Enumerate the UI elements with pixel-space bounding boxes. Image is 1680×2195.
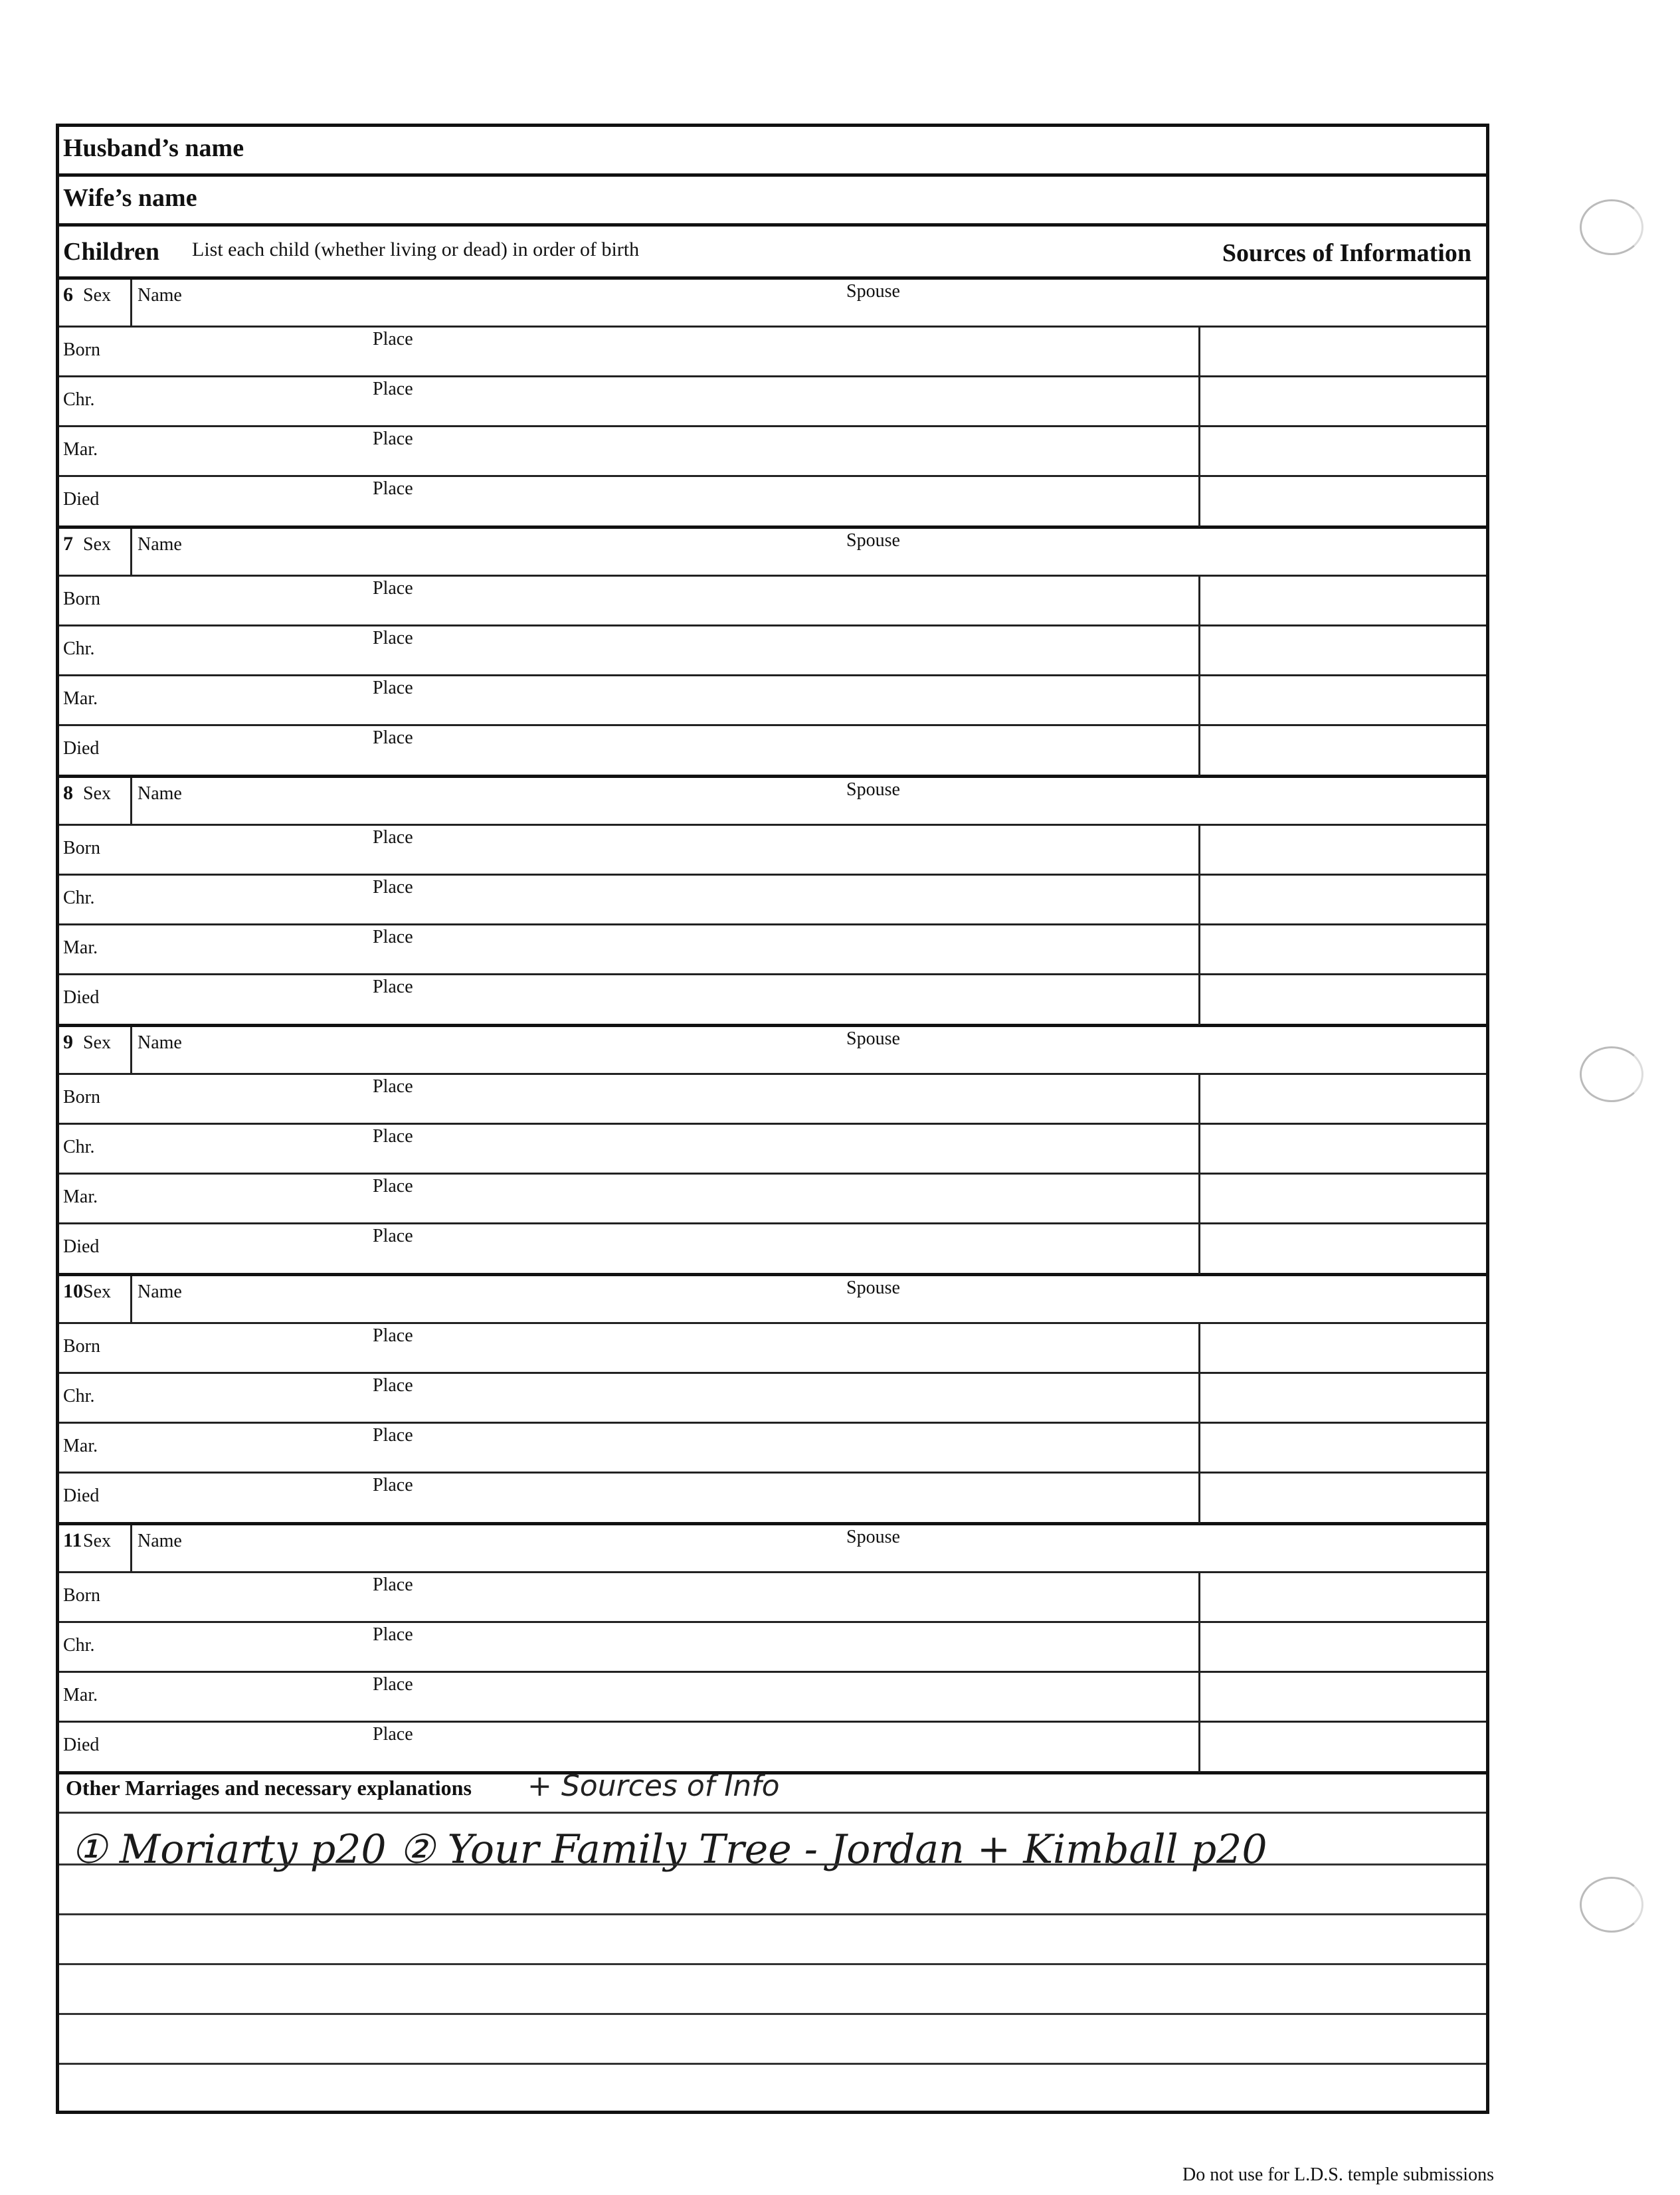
place-label: Place <box>373 1475 413 1495</box>
source-cell[interactable] <box>1198 1224 1486 1274</box>
source-cell[interactable] <box>1198 377 1486 425</box>
event-label: Mar. <box>63 688 98 709</box>
event-row[interactable] <box>59 676 1486 726</box>
footer-note: Do not use for L.D.S. temple submissions <box>1182 2164 1494 2185</box>
event-label: Mar. <box>63 1187 98 1207</box>
place-label: Place <box>373 1425 413 1446</box>
event-label: Died <box>63 1485 100 1506</box>
handwritten-sources-line: ① Moriarty p20 ② Your Family Tree - Jordan + Kimball p20 <box>71 1826 1267 1873</box>
sources-label: Sources of Information <box>1222 239 1471 267</box>
sex-label: Sex <box>83 1531 111 1551</box>
source-cell[interactable] <box>1198 1673 1486 1721</box>
place-label: Place <box>373 1126 413 1147</box>
place-label: Place <box>373 727 413 748</box>
place-label: Place <box>373 1575 413 1595</box>
event-label: Mar. <box>63 1685 98 1705</box>
writing-line[interactable] <box>59 2063 1486 2065</box>
child-name-row[interactable] <box>59 778 1486 826</box>
name-label: Name <box>138 783 182 804</box>
spouse-label: Spouse <box>846 779 900 800</box>
source-cell[interactable] <box>1198 328 1486 375</box>
sex-label: Sex <box>83 1032 111 1053</box>
source-cell[interactable] <box>1198 1075 1486 1123</box>
event-row[interactable] <box>59 925 1486 975</box>
source-cell[interactable] <box>1198 1474 1486 1523</box>
child-number: 10 <box>63 1280 83 1302</box>
punch-hole-top <box>1580 199 1643 255</box>
name-label: Name <box>138 1032 182 1053</box>
place-label: Place <box>373 1325 413 1346</box>
other-marriages-section <box>59 1768 1486 2111</box>
child-block <box>59 778 1486 1027</box>
event-row[interactable] <box>59 876 1486 925</box>
event-label: Chr. <box>63 1137 95 1157</box>
event-label: Born <box>63 339 100 360</box>
sex-field[interactable] <box>59 1027 132 1073</box>
child-block <box>59 1027 1486 1276</box>
event-row[interactable] <box>59 1125 1486 1175</box>
event-row[interactable] <box>59 826 1486 876</box>
handwritten-note: + Sources of Info <box>527 1769 780 1803</box>
sex-label: Sex <box>83 285 111 306</box>
place-label: Place <box>373 827 413 848</box>
punch-hole-middle <box>1580 1046 1643 1102</box>
place-label: Place <box>373 678 413 698</box>
place-label: Place <box>373 927 413 947</box>
event-row[interactable] <box>59 1224 1486 1274</box>
child-name-row[interactable] <box>59 1027 1486 1075</box>
event-row[interactable] <box>59 1573 1486 1623</box>
sex-field[interactable] <box>59 280 132 326</box>
husband-row[interactable] <box>59 127 1486 177</box>
source-cell[interactable] <box>1198 826 1486 874</box>
place-label: Place <box>373 1724 413 1745</box>
source-cell[interactable] <box>1198 876 1486 923</box>
source-cell[interactable] <box>1198 925 1486 973</box>
event-label: Mar. <box>63 1436 98 1456</box>
name-label: Name <box>138 1282 182 1302</box>
event-label: Mar. <box>63 439 98 460</box>
place-label: Place <box>373 1176 413 1196</box>
event-label: Chr. <box>63 638 95 659</box>
source-cell[interactable] <box>1198 1175 1486 1222</box>
other-marriages-label: Other Marriages and necessary explanations <box>66 1776 472 1800</box>
source-cell[interactable] <box>1198 1573 1486 1621</box>
source-cell[interactable] <box>1198 1125 1486 1173</box>
event-label: Born <box>63 1585 100 1606</box>
place-label: Place <box>373 1674 413 1695</box>
children-label: Children <box>63 238 160 266</box>
child-block <box>59 1276 1486 1525</box>
source-cell[interactable] <box>1198 676 1486 724</box>
child-number: 7 <box>63 533 73 555</box>
writing-line[interactable] <box>59 1863 1486 1865</box>
event-label: Chr. <box>63 1635 95 1656</box>
event-row[interactable] <box>59 1075 1486 1125</box>
event-row[interactable] <box>59 328 1486 377</box>
place-label: Place <box>373 478 413 499</box>
event-row[interactable] <box>59 1673 1486 1723</box>
child-name-row[interactable] <box>59 1276 1486 1324</box>
event-label: Chr. <box>63 389 95 410</box>
event-label: Died <box>63 1735 100 1755</box>
place-label: Place <box>373 429 413 449</box>
event-row[interactable] <box>59 1374 1486 1424</box>
event-row[interactable] <box>59 1623 1486 1673</box>
name-label: Name <box>138 1531 182 1551</box>
event-label: Chr. <box>63 888 95 908</box>
event-label: Died <box>63 489 100 510</box>
event-row[interactable] <box>59 1175 1486 1224</box>
event-row[interactable] <box>59 377 1486 427</box>
place-label: Place <box>373 877 413 898</box>
child-name-row[interactable] <box>59 529 1486 577</box>
child-block <box>59 1525 1486 1774</box>
children-hint: List each child (whether living or dead) in order of birth <box>192 239 640 260</box>
sex-label: Sex <box>83 534 111 555</box>
spouse-label: Spouse <box>846 1278 900 1298</box>
event-label: Born <box>63 838 100 858</box>
source-cell[interactable] <box>1198 1424 1486 1472</box>
event-row[interactable] <box>59 1324 1486 1374</box>
source-cell[interactable] <box>1198 1324 1486 1372</box>
sex-label: Sex <box>83 783 111 804</box>
event-row[interactable] <box>59 726 1486 776</box>
event-row[interactable] <box>59 477 1486 527</box>
event-row[interactable] <box>59 626 1486 676</box>
event-row[interactable] <box>59 427 1486 477</box>
husband-label: Husband’s name <box>63 134 244 162</box>
child-number: 6 <box>63 284 73 306</box>
wife-label: Wife’s name <box>63 184 197 212</box>
place-label: Place <box>373 379 413 399</box>
event-row[interactable] <box>59 1723 1486 1772</box>
writing-line[interactable] <box>59 2013 1486 2015</box>
spouse-label: Spouse <box>846 1028 900 1049</box>
writing-line[interactable] <box>59 1963 1486 1965</box>
children-header-row <box>59 227 1486 280</box>
sex-field[interactable] <box>59 1276 132 1322</box>
child-block <box>59 280 1486 529</box>
spouse-label: Spouse <box>846 530 900 551</box>
child-number: 11 <box>63 1529 82 1551</box>
sex-field[interactable] <box>59 1525 132 1571</box>
source-cell[interactable] <box>1198 1374 1486 1422</box>
event-label: Born <box>63 589 100 609</box>
place-label: Place <box>373 628 413 648</box>
sex-label: Sex <box>83 1282 111 1302</box>
section-top-rule <box>59 1812 1486 1814</box>
event-row[interactable] <box>59 577 1486 626</box>
place-label: Place <box>373 1624 413 1645</box>
child-number: 9 <box>63 1031 73 1053</box>
event-label: Born <box>63 1336 100 1357</box>
family-group-form <box>56 124 1489 2114</box>
place-label: Place <box>373 977 413 997</box>
spouse-label: Spouse <box>846 281 900 302</box>
place-label: Place <box>373 1226 413 1246</box>
name-label: Name <box>138 285 182 306</box>
spouse-label: Spouse <box>846 1527 900 1547</box>
punch-hole-bottom <box>1580 1877 1643 1933</box>
source-cell[interactable] <box>1198 1623 1486 1671</box>
source-cell[interactable] <box>1198 477 1486 527</box>
event-row[interactable] <box>59 1474 1486 1523</box>
place-label: Place <box>373 578 413 599</box>
source-cell[interactable] <box>1198 1723 1486 1772</box>
child-number: 8 <box>63 782 73 804</box>
child-name-row[interactable] <box>59 1525 1486 1573</box>
place-label: Place <box>373 1076 413 1097</box>
event-label: Chr. <box>63 1386 95 1406</box>
place-label: Place <box>373 1375 413 1396</box>
source-cell[interactable] <box>1198 726 1486 776</box>
child-name-row[interactable] <box>59 280 1486 328</box>
event-label: Died <box>63 987 100 1008</box>
source-cell[interactable] <box>1198 975 1486 1025</box>
child-block <box>59 529 1486 778</box>
event-row[interactable] <box>59 1424 1486 1474</box>
name-label: Name <box>138 534 182 555</box>
place-label: Place <box>373 329 413 349</box>
event-label: Mar. <box>63 937 98 958</box>
event-label: Born <box>63 1087 100 1107</box>
event-label: Died <box>63 738 100 759</box>
source-cell[interactable] <box>1198 626 1486 674</box>
event-label: Died <box>63 1236 100 1257</box>
wife-row[interactable] <box>59 177 1486 227</box>
event-row[interactable] <box>59 975 1486 1025</box>
source-cell[interactable] <box>1198 577 1486 624</box>
sex-field[interactable] <box>59 529 132 575</box>
sex-field[interactable] <box>59 778 132 824</box>
source-cell[interactable] <box>1198 427 1486 475</box>
writing-line[interactable] <box>59 1913 1486 1915</box>
